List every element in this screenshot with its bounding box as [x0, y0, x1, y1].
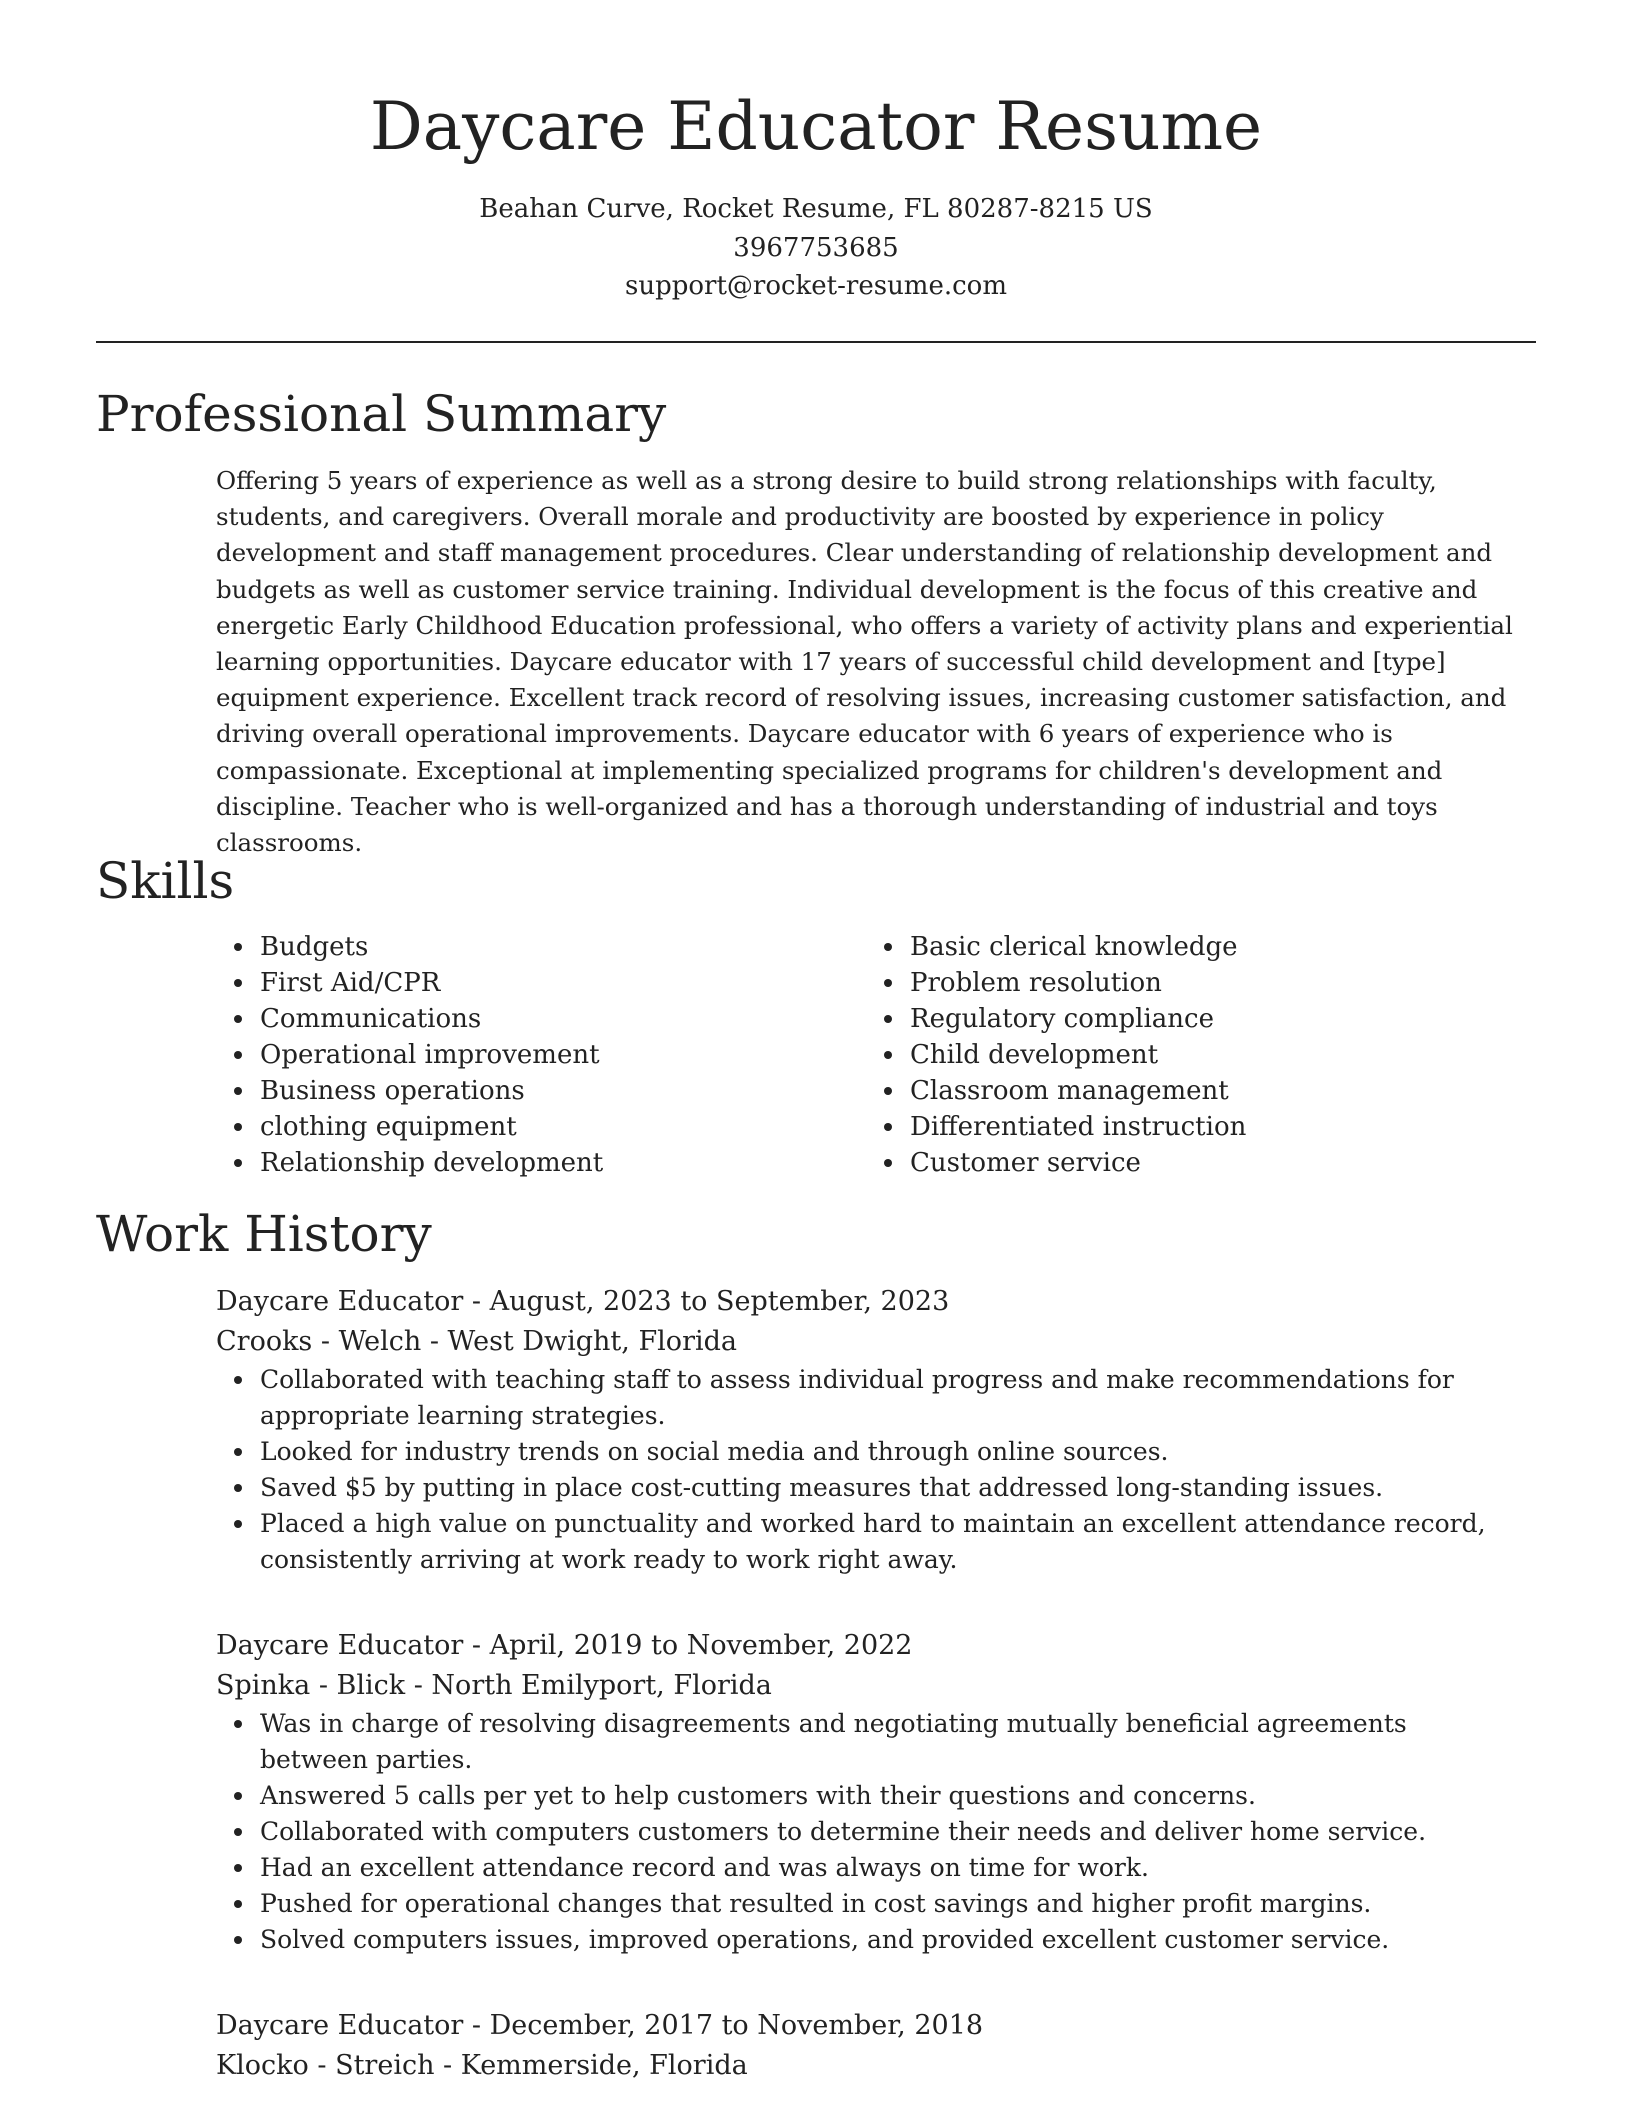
skill-item: Regulatory compliance	[866, 1001, 1506, 1037]
job-employer-location: Spinka - Blick - North Emilyport, Florida	[216, 1670, 772, 1701]
contact-address: Beahan Curve, Rocket Resume, FL 80287-8215 US	[479, 194, 1153, 224]
job-entry	[216, 2006, 1541, 2086]
contact-block	[0, 190, 1632, 306]
skill-item: Customer service	[866, 1145, 1506, 1181]
job-duties-list	[216, 1362, 1516, 1578]
skill-item: Classroom management	[866, 1073, 1506, 1109]
skill-item: Relationship development	[216, 1145, 836, 1181]
summary-heading: Professional Summary	[96, 385, 667, 443]
job-role-dates: Daycare Educator - August, 2023 to September, 2023	[216, 1286, 950, 1317]
job-role-dates: Daycare Educator - April, 2019 to November, 2022	[216, 1630, 913, 1661]
skills-list-left	[216, 929, 836, 1181]
job-duty: Looked for industry trends on social media and through online sources.	[216, 1434, 1516, 1470]
skill-item: Problem resolution	[866, 965, 1506, 1001]
job-duty: Had an excellent attendance record and was always on time for work.	[216, 1850, 1516, 1886]
work-history-heading: Work History	[96, 1205, 432, 1263]
skill-item: Basic clerical knowledge	[866, 929, 1506, 965]
job-entry	[216, 1626, 1541, 1958]
job-role-dates: Daycare Educator - December, 2017 to November, 2018	[216, 2010, 984, 2041]
skill-item: Differentiated instruction	[866, 1109, 1506, 1145]
job-duty: Collaborated with teaching staff to assess individual progress and make recommendations for appropriate learning strategies.	[216, 1362, 1516, 1434]
skill-item: First Aid/CPR	[216, 965, 836, 1001]
skill-item: Business operations	[216, 1073, 836, 1109]
skill-item: clothing equipment	[216, 1109, 836, 1145]
job-duty: Placed a high value on punctuality and worked hard to maintain an excellent attendance record, consistently arriving at work ready to work right away.	[216, 1506, 1516, 1578]
job-duty: Solved computers issues, improved operations, and provided excellent customer service.	[216, 1922, 1516, 1958]
job-duty: Pushed for operational changes that resulted in cost savings and higher profit margins.	[216, 1886, 1516, 1922]
job-employer-location: Klocko - Streich - Kemmerside, Florida	[216, 2050, 748, 2081]
job-entry	[216, 1282, 1541, 1578]
job-duty: Saved $5 by putting in place cost-cutting measures that addressed long-standing issues.	[216, 1470, 1516, 1506]
skill-item: Child development	[866, 1037, 1506, 1073]
job-duty: Answered 5 calls per yet to help customers with their questions and concerns.	[216, 1778, 1516, 1814]
skill-item: Operational improvement	[216, 1037, 836, 1073]
summary-text: Offering 5 years of experience as well as a strong desire to build strong relationships with faculty, students, and caregivers. Overall morale and productivity are boosted by experience in policy development and staff management procedures. Clear understanding of relationship development and budgets as well as customer service training. Individual development is the focus of this creative and energetic Early Childhood Education professional, who offers a variety of activity plans and experiential learning opportunities. Daycare educator with 17 years of successful child development and [type] equipment experience. Excellent track record of resolving issues, increasing customer satisfaction, and driving overall operational improvements. Daycare educator with 6 years of experience who is compassionate. Exceptional at implementing specialized programs for children's development and discipline. Teacher who is well-organized and has a thorough understanding of industrial and toys classrooms.	[216, 466, 1513, 858]
job-duties-list	[216, 1706, 1516, 1958]
skills-list-right	[866, 929, 1506, 1181]
job-employer-location: Crooks - Welch - West Dwight, Florida	[216, 1326, 737, 1357]
contact-email: support@rocket-resume.com	[624, 271, 1007, 301]
job-duty: Collaborated with computers customers to determine their needs and deliver home service.	[216, 1814, 1516, 1850]
skill-item: Budgets	[216, 929, 836, 965]
resume-title: Daycare Educator Resume	[369, 88, 1263, 165]
skill-item: Communications	[216, 1001, 836, 1037]
skills-heading: Skills	[96, 852, 235, 910]
job-duty: Was in charge of resolving disagreements and negotiating mutually beneficial agreements between parties.	[216, 1706, 1516, 1778]
header-divider	[96, 341, 1536, 343]
contact-phone: 3967753685	[733, 232, 899, 263]
